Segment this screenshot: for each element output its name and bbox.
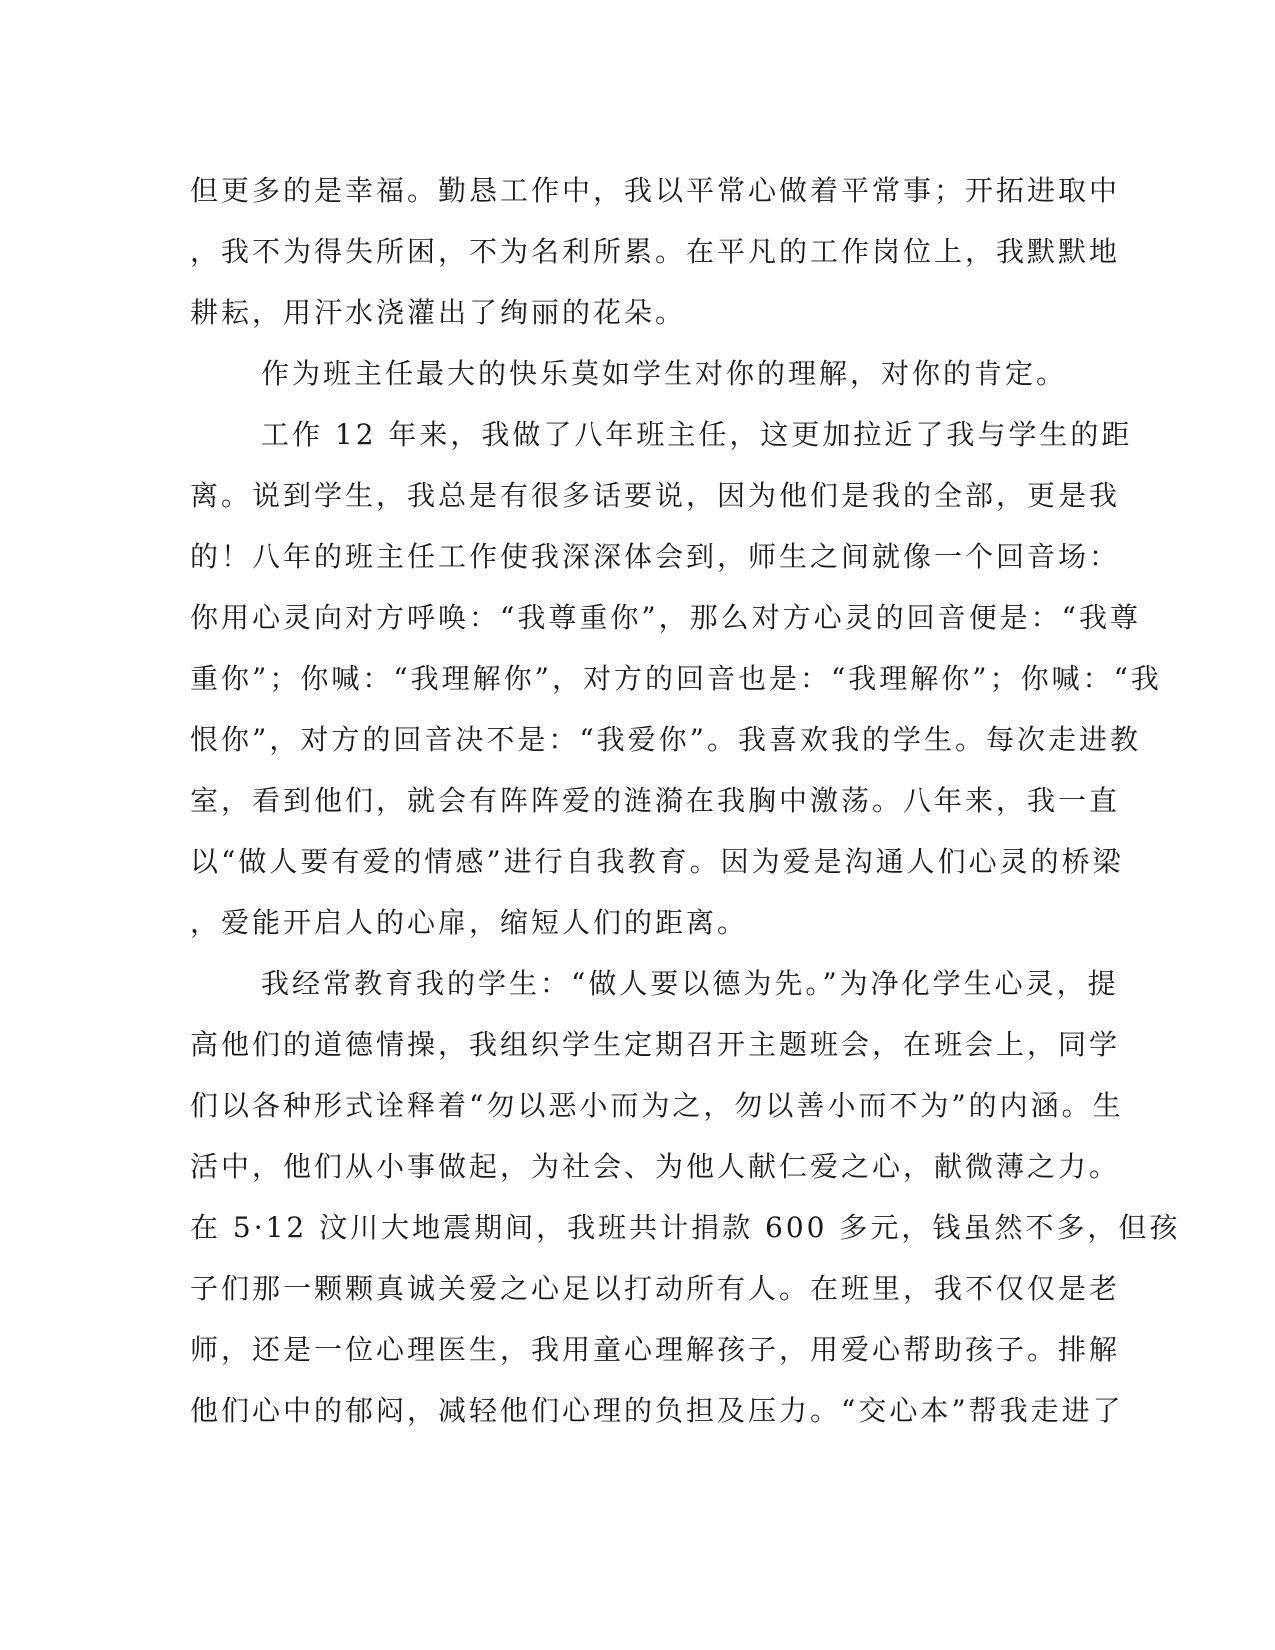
text-line: 子们那一颗颗真诚关爱之心足以打动所有人。在班里，我不仅仅是老 — [190, 1272, 1121, 1305]
text-line: ，爱能开启人的心扉，缩短人们的距离。 — [190, 906, 749, 939]
text-line: 他们心中的郁闷，减轻他们心理的负担及压力。“交心本”帮我走进了 — [190, 1394, 1124, 1427]
text-line: ，我不为得失所困，不为名利所累。在平凡的工作岗位上，我默默地 — [190, 235, 1121, 268]
text-line: 以“做人要有爱的情感”进行自我教育。因为爱是沟通人们心灵的桥梁 — [190, 845, 1124, 878]
paragraph-start-line: 工作 12 年来，我做了八年班主任，这更加拉近了我与学生的距 — [261, 418, 1133, 451]
paragraph-start-line: 作为班主任最大的快乐莫如学生对你的理解，对你的肯定。 — [261, 357, 1068, 390]
text-line: 重你”；你喊：“我理解你”，对方的回音也是：“我理解你”；你喊：“我 — [190, 662, 1162, 695]
text-line: 在 5·12 汶川大地震期间，我班共计捐款 600 多元，钱虽然不多，但孩 — [190, 1211, 1181, 1244]
text-line: 的！八年的班主任工作使我深深体会到，师生之间就像一个回音场： — [190, 540, 1121, 573]
text-line: 离。说到学生，我总是有很多话要说，因为他们是我的全部，更是我 — [190, 479, 1121, 512]
text-line: 高他们的道德情操，我组织学生定期召开主题班会，在班会上，同学 — [190, 1028, 1121, 1061]
text-line: 室，看到他们，就会有阵阵爱的涟漪在我胸中激荡。八年来，我一直 — [190, 784, 1121, 817]
body-text — [190, 160, 1181, 1441]
text-line: 你用心灵向对方呼唤：“我尊重你”，那么对方心灵的回音便是：“我尊 — [190, 601, 1141, 634]
text-line: 但更多的是幸福。勤恳工作中，我以平常心做着平常事；开拓进取中 — [190, 174, 1121, 207]
text-line: 恨你”，对方的回音决不是：“我爱你”。我喜欢我的学生。每次走进教 — [190, 723, 1141, 756]
text-line: 师，还是一位心理医生，我用童心理解孩子，用爱心帮助孩子。排解 — [190, 1333, 1121, 1366]
text-line: 活中，他们从小事做起，为社会、为他人献仁爱之心，献微薄之力。 — [190, 1150, 1121, 1183]
text-line: 们以各种形式诠释着“勿以恶小而为之，勿以善小而不为”的内涵。生 — [190, 1089, 1124, 1122]
text-line: 耕耘，用汗水浇灌出了绚丽的花朵。 — [190, 296, 687, 329]
paragraph-start-line: 我经常教育我的学生：“做人要以德为先。”为净化学生心灵，提 — [261, 967, 1119, 1000]
